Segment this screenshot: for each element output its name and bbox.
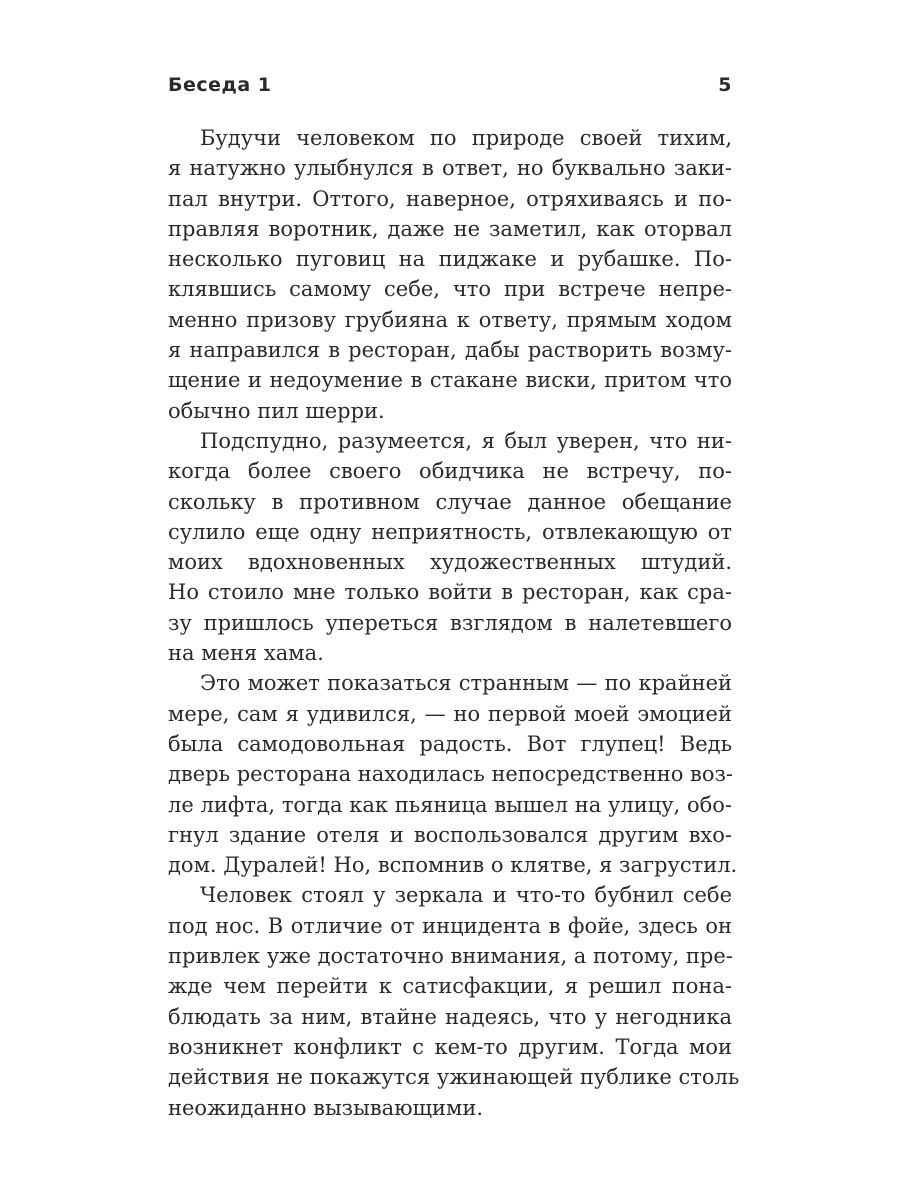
- text-line: действия не покажутся ужинающей публике столь: [168, 1065, 740, 1090]
- chapter-title: Беседа 1: [168, 74, 272, 96]
- text-line: Подспудно, разумеется, я был уверен, что ни-: [200, 428, 732, 453]
- text-line: дверь ресторана находилась непосредственно воз-: [168, 762, 734, 787]
- text-line: под нос. В отличие от инцидента в фойе, здесь он: [168, 913, 732, 938]
- text-line: была самодовольная радость. Вот глупец! Ведь: [168, 731, 732, 756]
- body-text: [168, 123, 740, 1123]
- paragraph: [168, 668, 738, 880]
- text-line: моих вдохновенных художественных штудий.: [168, 550, 732, 575]
- text-line: Человек стоял у зеркала и что-то бубнил себе: [200, 883, 732, 908]
- text-line: Это может показаться странным — по крайней: [200, 671, 732, 696]
- text-line: я натужно улыбнулся в ответ, но буквально заки-: [168, 156, 732, 181]
- text-line: жде чем перейти к сатисфакции, я решил пона-: [168, 974, 732, 999]
- text-line: пал внутри. Оттого, наверное, отряхиваясь и по-: [168, 186, 732, 211]
- text-line: привлек уже достаточно внимания, а потому, пре-: [168, 944, 733, 969]
- text-line: щение и недоумение в стакане виски, притом что: [168, 368, 732, 393]
- text-line: возникнет конфликт с кем-то другим. Тогда мои: [168, 1034, 732, 1059]
- text-line: скольку в противном случае данное обещание: [168, 489, 732, 514]
- text-line: мере, сам я удивился, — но первой моей эмоцией: [168, 701, 732, 726]
- text-line: блюдать за ним, втайне надеясь, что у негодника: [168, 1004, 732, 1029]
- text-line: несколько пуговиц на пиджаке и рубашке. По-: [168, 247, 732, 272]
- text-line: сулило еще одну неприятность, отвлекающую от: [168, 519, 732, 544]
- text-line: на меня хама.: [168, 641, 324, 666]
- page-number: 5: [718, 74, 732, 96]
- text-line: гнул здание отеля и воспользовался другим вхо-: [168, 822, 732, 847]
- text-line: Будучи человеком по природе своей тихим,: [200, 126, 732, 150]
- paragraph: [168, 426, 732, 668]
- text-line: я направился в ресторан, дабы растворить возму-: [168, 338, 732, 363]
- text-line: менно призову грубияна к ответу, прямым ходом: [168, 307, 732, 332]
- text-line: зу пришлось упереться взглядом в налетевшего: [168, 610, 732, 635]
- paragraph: [168, 880, 740, 1122]
- text-line: неожиданно вызывающими.: [168, 1095, 483, 1120]
- text-line: дом. Дуралей! Но, вспомнив о клятве, я загрустил.: [168, 853, 738, 878]
- running-head: [168, 74, 732, 102]
- text-line: правляя воротник, даже не заметил, как оторвал: [168, 216, 732, 241]
- text-line: Но стоило мне только войти в ресторан, как сра-: [168, 580, 732, 605]
- text-line: ле лифта, тогда как пьяница вышел на улицу, обо-: [168, 792, 732, 817]
- text-line: клявшись самому себе, что при встрече непре-: [168, 277, 732, 302]
- text-line: обычно пил шерри.: [168, 398, 385, 423]
- text-line: когда более своего обидчика не встречу, по-: [168, 459, 732, 484]
- paragraph: [168, 123, 732, 426]
